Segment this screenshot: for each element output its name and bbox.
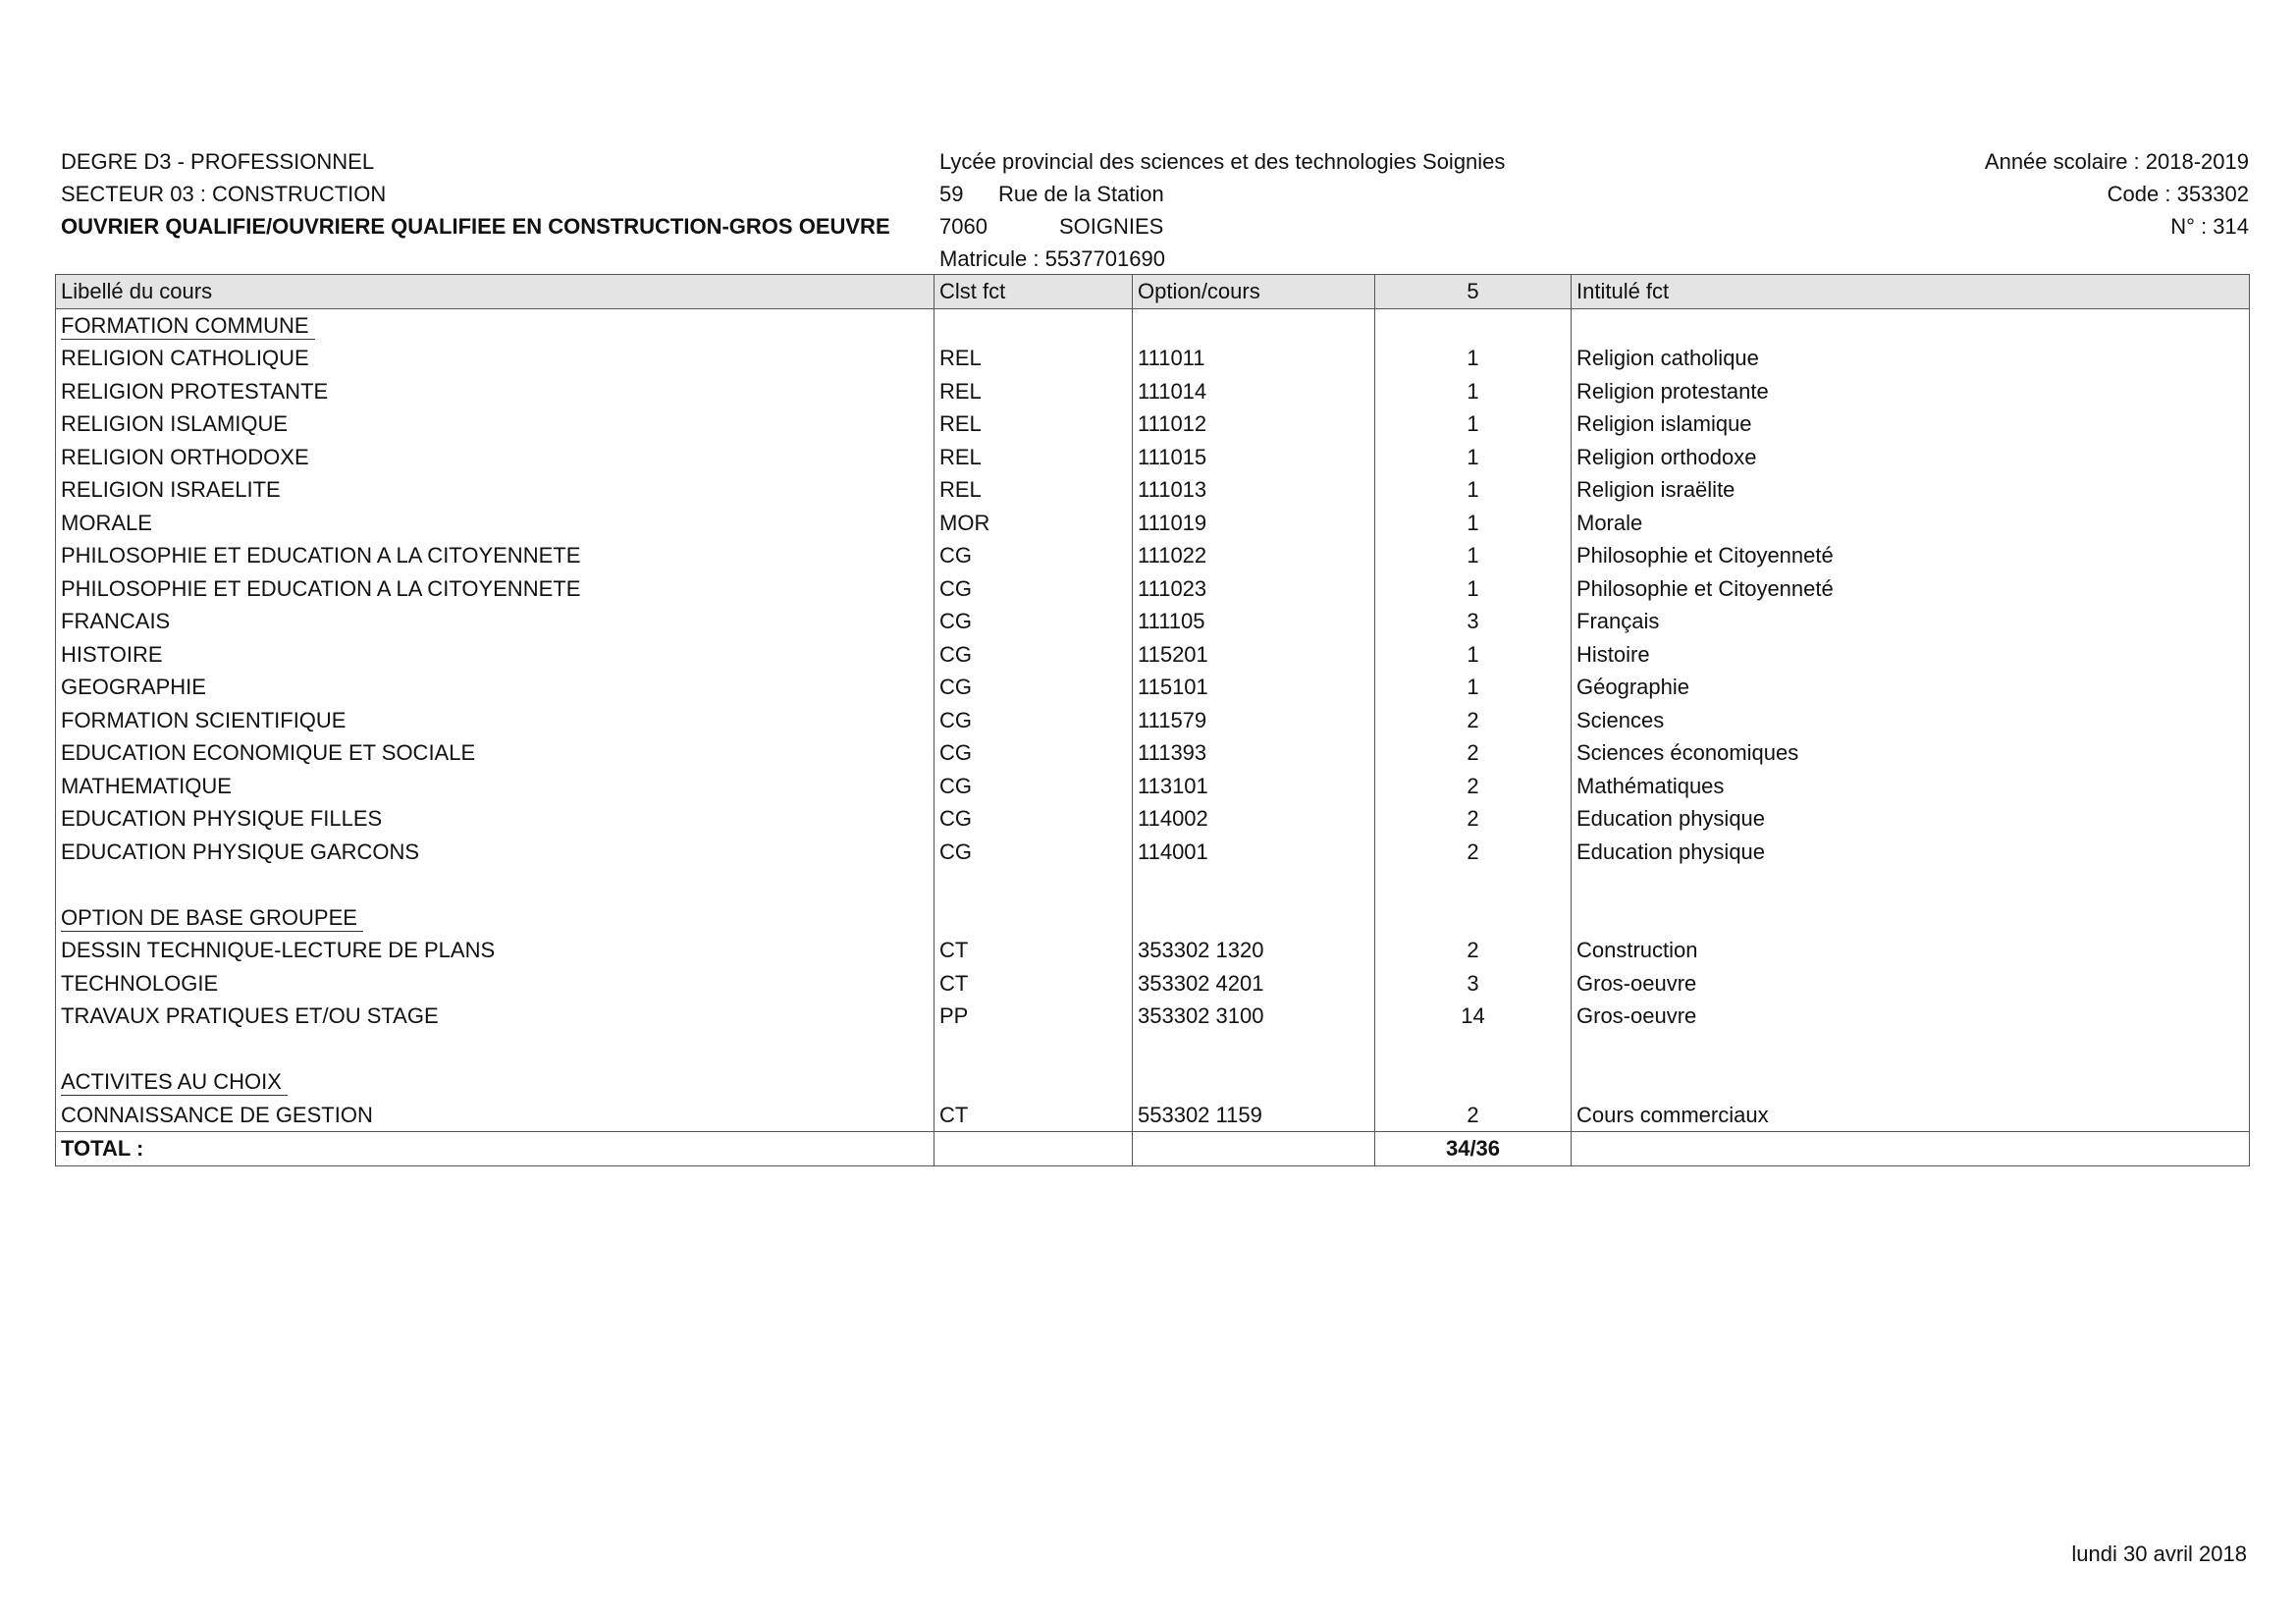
course-code: 111579 [1133, 704, 1375, 737]
empty-cell [1375, 868, 1572, 901]
empty-cell [1133, 1033, 1375, 1066]
course-hours: 14 [1375, 1000, 1572, 1033]
course-clst: PP [934, 1000, 1133, 1033]
table-row [56, 1000, 2250, 1033]
course-code: 353302 3100 [1133, 1000, 1375, 1033]
course-title: Gros-oeuvre [1572, 1000, 2250, 1033]
course-label: RELIGION ORTHODOXE [56, 441, 934, 474]
course-hours: 1 [1375, 375, 1572, 408]
empty-cell [1375, 901, 1572, 935]
course-code: 111393 [1133, 736, 1375, 770]
table-row [56, 473, 2250, 507]
section-title: FORMATION COMMUNE [61, 313, 315, 340]
course-hours: 1 [1375, 473, 1572, 507]
empty-cell [56, 868, 934, 901]
course-clst: MOR [934, 507, 1133, 540]
course-label: GEOGRAPHIE [56, 671, 934, 704]
course-code: 553302 1159 [1133, 1099, 1375, 1132]
degree-label: DEGRE D3 - PROFESSIONNEL [61, 149, 375, 174]
table-row [56, 802, 2250, 836]
school-matricule: Matricule : 5537701690 [939, 246, 1165, 271]
course-code: 111012 [1133, 407, 1375, 441]
total-hours: 34/36 [1375, 1132, 1572, 1166]
postal-code: 7060 [939, 214, 988, 239]
header-school-info [939, 145, 1505, 275]
course-code: 113101 [1133, 770, 1375, 803]
empty-cell [1375, 308, 1572, 342]
course-hours: 1 [1375, 638, 1572, 672]
empty-cell [934, 901, 1133, 935]
course-hours: 2 [1375, 802, 1572, 836]
course-code: 111014 [1133, 375, 1375, 408]
course-title: Religion protestante [1572, 375, 2250, 408]
street-name: Rue de la Station [998, 182, 1164, 206]
program-code: Code : 353302 [2107, 182, 2249, 206]
section-row [56, 1065, 2250, 1099]
course-clst: CG [934, 770, 1133, 803]
empty-cell [1375, 1065, 1572, 1099]
table-row [56, 770, 2250, 803]
section-title: ACTIVITES AU CHOIX [61, 1069, 288, 1096]
table-row [56, 507, 2250, 540]
course-title: Religion islamique [1572, 407, 2250, 441]
section-row [56, 901, 2250, 935]
course-code: 111023 [1133, 572, 1375, 606]
course-label: RELIGION PROTESTANTE [56, 375, 934, 408]
course-title: Histoire [1572, 638, 2250, 672]
table-row [56, 441, 2250, 474]
course-title: Religion orthodoxe [1572, 441, 2250, 474]
course-code: 111013 [1133, 473, 1375, 507]
table-row [56, 836, 2250, 869]
empty-cell [1133, 308, 1375, 342]
course-clst: CT [934, 934, 1133, 967]
table-row [56, 342, 2250, 375]
course-hours: 2 [1375, 934, 1572, 967]
street-number: 59 [939, 182, 964, 206]
course-code: 111015 [1133, 441, 1375, 474]
empty-cell [1572, 308, 2250, 342]
column-header-title: Intitulé fct [1572, 275, 2250, 309]
empty-cell [1572, 901, 2250, 935]
course-hours: 2 [1375, 836, 1572, 869]
course-clst: CG [934, 736, 1133, 770]
header-left [61, 145, 890, 243]
course-clst: CG [934, 539, 1133, 572]
course-title: Religion israëlite [1572, 473, 2250, 507]
course-label: FORMATION SCIENTIFIQUE [56, 704, 934, 737]
section-cell [56, 308, 934, 342]
course-clst: CG [934, 704, 1133, 737]
school-name: Lycée provincial des sciences et des technologies Soignies [939, 149, 1506, 174]
course-code: 114002 [1133, 802, 1375, 836]
table-row [56, 638, 2250, 672]
column-header-hours: 5 [1375, 275, 1572, 309]
course-label: MATHEMATIQUE [56, 770, 934, 803]
course-hours: 1 [1375, 441, 1572, 474]
table-body [56, 308, 2250, 1132]
total-empty-cell [934, 1132, 1133, 1166]
program-title: OUVRIER QUALIFIE/OUVRIERE QUALIFIEE EN CONSTRUCTION-GROS OEUVRE [61, 214, 890, 239]
course-code: 111019 [1133, 507, 1375, 540]
table-row [56, 407, 2250, 441]
course-hours: 2 [1375, 770, 1572, 803]
course-label: CONNAISSANCE DE GESTION [56, 1099, 934, 1132]
course-hours: 2 [1375, 1099, 1572, 1132]
empty-cell [1572, 1065, 2250, 1099]
table-header [56, 275, 2250, 309]
course-title: Religion catholique [1572, 342, 2250, 375]
course-label: FRANCAIS [56, 605, 934, 638]
course-label: DESSIN TECHNIQUE-LECTURE DE PLANS [56, 934, 934, 967]
course-hours: 2 [1375, 736, 1572, 770]
course-label: EDUCATION PHYSIQUE GARCONS [56, 836, 934, 869]
table-row [56, 704, 2250, 737]
school-year: Année scolaire : 2018-2019 [1984, 149, 2249, 174]
course-hours: 1 [1375, 671, 1572, 704]
course-title: Gros-oeuvre [1572, 967, 2250, 1001]
section-cell [56, 901, 934, 935]
course-code: 115101 [1133, 671, 1375, 704]
course-code: 114001 [1133, 836, 1375, 869]
sector-label: SECTEUR 03 : CONSTRUCTION [61, 182, 387, 206]
empty-cell [934, 1065, 1133, 1099]
course-code: 353302 4201 [1133, 967, 1375, 1001]
course-title: Morale [1572, 507, 2250, 540]
course-hours: 1 [1375, 507, 1572, 540]
course-label: PHILOSOPHIE ET EDUCATION A LA CITOYENNETE [56, 572, 934, 606]
course-clst: CT [934, 1099, 1133, 1132]
total-empty-cell [1133, 1132, 1375, 1166]
course-hours: 1 [1375, 539, 1572, 572]
course-clst: CG [934, 572, 1133, 606]
blank-row [56, 868, 2250, 901]
course-title: Philosophie et Citoyenneté [1572, 572, 2250, 606]
table-row [56, 736, 2250, 770]
course-title: Education physique [1572, 836, 2250, 869]
school-city [939, 210, 1505, 243]
table-row [56, 967, 2250, 1001]
footer-date: lundi 30 avril 2018 [2071, 1542, 2247, 1566]
course-title: Construction [1572, 934, 2250, 967]
course-table [55, 274, 2250, 1166]
empty-cell [934, 1033, 1133, 1066]
table-total [56, 1132, 2250, 1166]
course-label: EDUCATION PHYSIQUE FILLES [56, 802, 934, 836]
empty-cell [1572, 1033, 2250, 1066]
empty-cell [1375, 1033, 1572, 1066]
course-label: EDUCATION ECONOMIQUE ET SOCIALE [56, 736, 934, 770]
section-cell [56, 1065, 934, 1099]
empty-cell [934, 308, 1133, 342]
course-label: TECHNOLOGIE [56, 967, 934, 1001]
empty-cell [1133, 868, 1375, 901]
course-title: Philosophie et Citoyenneté [1572, 539, 2250, 572]
course-code: 115201 [1133, 638, 1375, 672]
course-hours: 3 [1375, 605, 1572, 638]
course-hours: 1 [1375, 342, 1572, 375]
course-code: 111011 [1133, 342, 1375, 375]
course-code: 111022 [1133, 539, 1375, 572]
city-name: SOIGNIES [1059, 214, 1164, 239]
column-header-clst: Clst fct [934, 275, 1133, 309]
course-hours: 2 [1375, 704, 1572, 737]
course-code: 353302 1320 [1133, 934, 1375, 967]
course-clst: CG [934, 671, 1133, 704]
course-clst: CG [934, 836, 1133, 869]
course-label: PHILOSOPHIE ET EDUCATION A LA CITOYENNETE [56, 539, 934, 572]
program-number: N° : 314 [2170, 214, 2249, 239]
course-label: HISTOIRE [56, 638, 934, 672]
course-title: Cours commerciaux [1572, 1099, 2250, 1132]
empty-cell [934, 868, 1133, 901]
course-clst: CT [934, 967, 1133, 1001]
column-header-option: Option/cours [1133, 275, 1375, 309]
course-clst: REL [934, 375, 1133, 408]
course-title: Géographie [1572, 671, 2250, 704]
course-title: Education physique [1572, 802, 2250, 836]
table-row [56, 375, 2250, 408]
table-row [56, 539, 2250, 572]
empty-cell [1133, 901, 1375, 935]
course-label: RELIGION ISLAMIQUE [56, 407, 934, 441]
course-code: 111105 [1133, 605, 1375, 638]
column-header-course-label: Libellé du cours [56, 275, 934, 309]
course-label: TRAVAUX PRATIQUES ET/OU STAGE [56, 1000, 934, 1033]
section-row [56, 308, 2250, 342]
course-clst: CG [934, 605, 1133, 638]
course-clst: REL [934, 473, 1133, 507]
course-clst: REL [934, 441, 1133, 474]
empty-cell [56, 1033, 934, 1066]
table-row [56, 1099, 2250, 1132]
total-empty-cell [1572, 1132, 2250, 1166]
total-label: TOTAL : [56, 1132, 934, 1166]
empty-cell [1572, 868, 2250, 901]
header-right [1985, 145, 2249, 243]
course-label: RELIGION CATHOLIQUE [56, 342, 934, 375]
section-title: OPTION DE BASE GROUPEE [61, 905, 363, 932]
table-row [56, 605, 2250, 638]
empty-cell [1133, 1065, 1375, 1099]
course-label: RELIGION ISRAELITE [56, 473, 934, 507]
table-row [56, 572, 2250, 606]
course-clst: REL [934, 342, 1133, 375]
course-clst: REL [934, 407, 1133, 441]
table-row [56, 671, 2250, 704]
course-label: MORALE [56, 507, 934, 540]
course-title: Mathématiques [1572, 770, 2250, 803]
table-row [56, 934, 2250, 967]
course-title: Sciences économiques [1572, 736, 2250, 770]
course-hours: 1 [1375, 572, 1572, 606]
course-clst: CG [934, 802, 1133, 836]
course-title: Sciences [1572, 704, 2250, 737]
blank-row [56, 1033, 2250, 1066]
course-hours: 1 [1375, 407, 1572, 441]
course-title: Français [1572, 605, 2250, 638]
school-street [939, 178, 1505, 210]
course-hours: 3 [1375, 967, 1572, 1001]
course-clst: CG [934, 638, 1133, 672]
